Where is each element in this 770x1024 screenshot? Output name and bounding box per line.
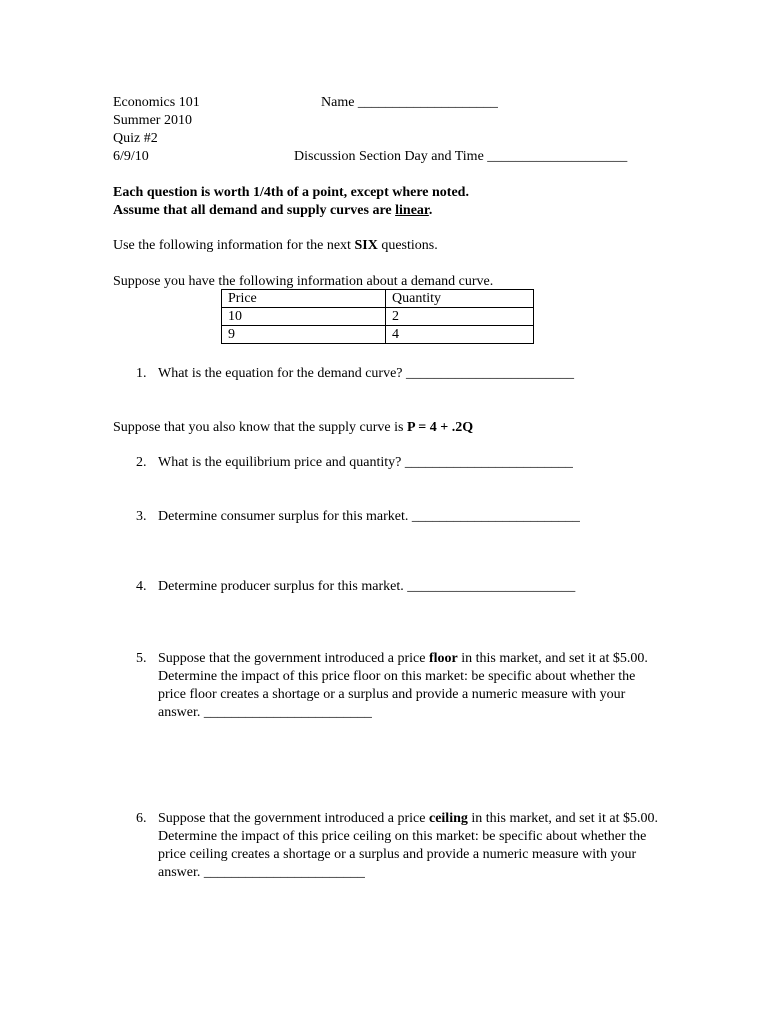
quiz-number: Quiz #2 [113, 131, 158, 146]
table-cell-price: 9 [222, 326, 386, 344]
course-name: Economics 101 [113, 95, 200, 110]
table-header-price: Price [222, 290, 386, 308]
intro-emphasis: SIX [354, 238, 378, 253]
table-cell-quantity: 2 [386, 308, 534, 326]
question-text [158, 810, 658, 882]
table-row [222, 308, 534, 326]
floor-emphasis: floor [428, 651, 458, 666]
instructions-suffix: . [428, 203, 433, 218]
question-text: Determine consumer surplus for this market. ________________________ [158, 509, 580, 524]
question-suffix: in this market, and set it at $5.00. Determine the impact of this price floor on this market: be specific about whether the price floor creates a shortage or a surplus and provide a numeric measure with your answer. ________________________ [158, 651, 648, 720]
intro-text [113, 237, 438, 255]
linear-emphasis: linear [395, 203, 429, 218]
demand-table [221, 289, 534, 344]
table-header-quantity: Quantity [386, 290, 534, 308]
table-cell-price: 10 [222, 308, 386, 326]
question-suffix: in this market, and set it at $5.00. Determine the impact of this price ceiling on this market: be specific about whether the price ceiling creates a shortage or a surplus and provide a numeric measure with your answer. _______________________ [158, 811, 659, 880]
question-text: What is the equilibrium price and quantity? ________________________ [158, 455, 573, 470]
question-text [158, 650, 658, 722]
question-text: What is the equation for the demand curve? ________________________ [158, 366, 575, 381]
question-prefix: Suppose that the government introduced a price [158, 651, 429, 666]
question-text: Determine producer surplus for this market. ________________________ [158, 579, 576, 594]
table-cell-quantity: 4 [386, 326, 534, 344]
intro-suffix: questions. [377, 238, 438, 253]
question-number: 1. [136, 366, 147, 381]
name-field[interactable]: Name ____________________ [321, 95, 498, 110]
table-row [222, 326, 534, 344]
question-number: 4. [136, 579, 147, 594]
demand-intro: Suppose you have the following information about a demand curve. [113, 274, 494, 289]
question-number: 6. [136, 811, 147, 826]
intro-prefix: Use the following information for the next [113, 238, 355, 253]
question-number: 2. [136, 455, 147, 470]
question-prefix: Suppose that the government introduced a price [158, 811, 429, 826]
ceiling-emphasis: ceiling [428, 811, 468, 826]
question-number: 5. [136, 651, 147, 666]
quiz-date: 6/9/10 [113, 149, 149, 164]
supply-equation: P = 4 + .2Q [406, 420, 474, 435]
discussion-section-field[interactable]: Discussion Section Day and Time ____________________ [294, 149, 628, 164]
instructions-prefix: Assume that all demand and supply curves are [113, 203, 396, 218]
instructions-line-2 [113, 202, 432, 220]
term: Summer 2010 [113, 113, 192, 128]
table-header-row [222, 290, 534, 308]
supply-intro [113, 419, 473, 437]
instructions-line-1: Each question is worth 1/4th of a point, except where noted. [113, 185, 469, 200]
supply-intro-prefix: Suppose that you also know that the supply curve is [113, 420, 407, 435]
question-number: 3. [136, 509, 147, 524]
